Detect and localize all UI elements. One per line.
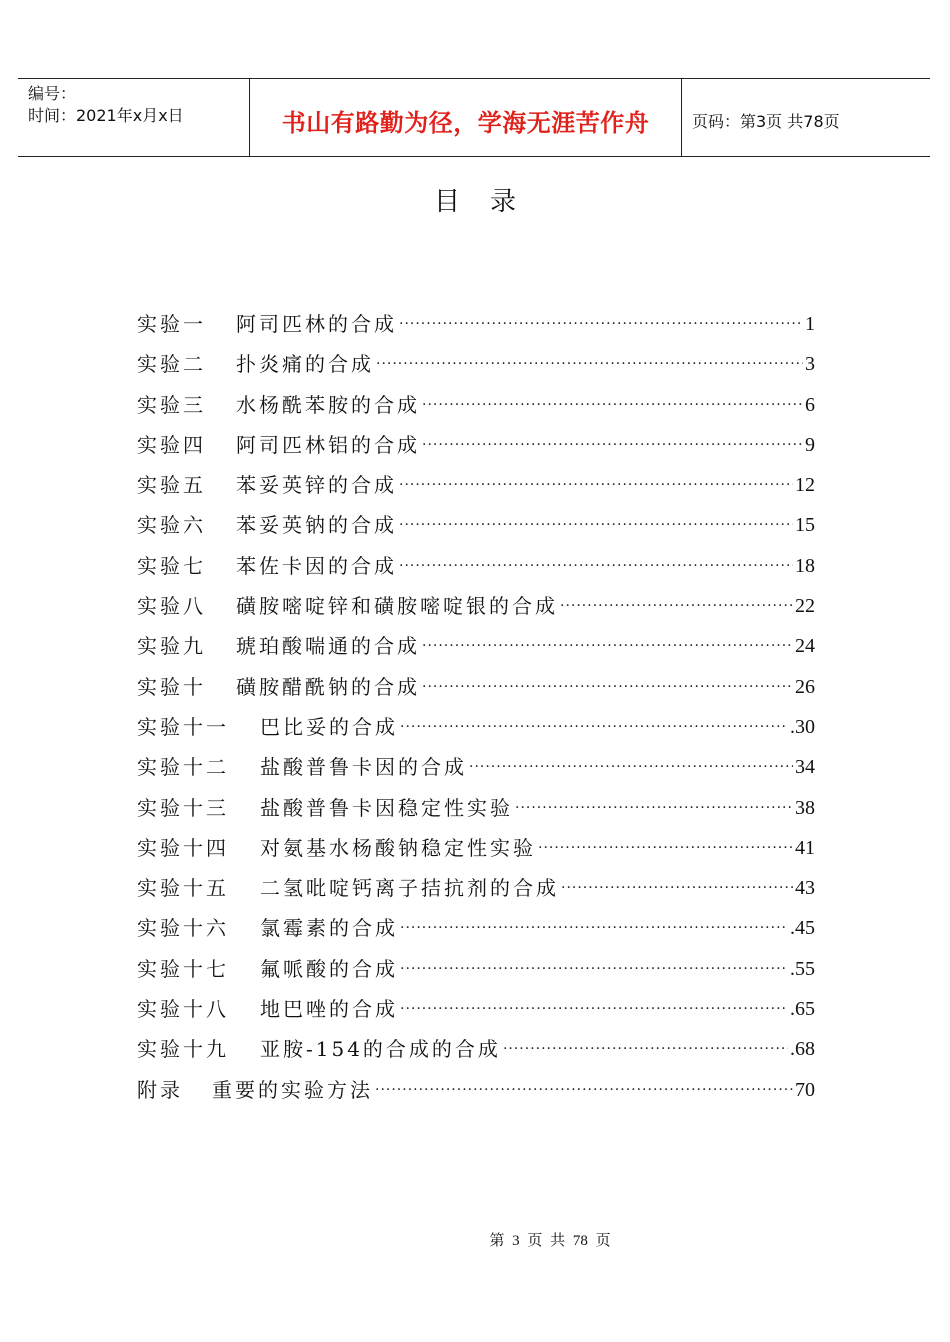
toc-entry[interactable] [137,788,815,828]
toc-entry-page: .55 [790,957,815,980]
toc-entry-number: 实验十七 [137,956,229,981]
toc-entry-number: 实验二 [137,352,206,377]
time-label: 时间：2021年x月x日 [28,106,184,125]
toc-entry-page: 41 [795,836,815,859]
toc-entry-page: .45 [790,917,815,940]
toc-entry-number: 实验七 [137,553,206,578]
toc-entry-page: 70 [795,1078,815,1101]
toc-leader-dots [376,344,803,384]
page-header [18,78,930,157]
toc-leader-dots [400,707,788,747]
toc-leader-dots [422,425,803,465]
toc-leader-dots [399,465,793,505]
toc-entry-number: 实验十一 [137,714,229,739]
toc-entry-page: 12 [795,474,815,497]
toc-entry[interactable] [137,747,815,787]
toc-entry-title: 磺胺嘧啶锌和磺胺嘧啶银的合成 [236,594,558,619]
toc-entry[interactable] [137,505,815,545]
header-motto: 书山有路勤为径，学海无涯苦作舟 [250,79,682,156]
toc-entry[interactable] [137,586,815,626]
toc-entry[interactable] [137,707,815,747]
toc-entry-number: 实验十六 [137,916,229,941]
toc-entry-number: 实验一 [137,312,206,336]
toc-entry-page: 6 [805,393,815,416]
toc-entry-title: 氯霉素的合成 [260,916,398,941]
toc-entry-title: 扑炎痛的合成 [236,352,374,377]
header-meta [18,79,250,156]
toc-entry-page: .65 [790,998,815,1021]
toc-entry-title: 苯佐卡因的合成 [236,553,397,578]
toc-entry-number: 实验八 [137,594,206,619]
toc-leader-dots [399,505,793,545]
toc-entry-title: 重要的实验方法 [212,1077,373,1102]
toc-entry[interactable] [137,1029,815,1069]
toc-entry-page: 38 [795,796,815,819]
toc-leader-dots [469,747,793,787]
toc-entry[interactable] [137,868,815,908]
toc-entry[interactable] [137,989,815,1029]
toc-entry-page: 43 [795,877,815,900]
toc-leader-dots [422,667,793,707]
page-footer: 第 3 页 共 78 页 [489,1233,611,1249]
toc-entry-title: 盐酸普鲁卡因的合成 [260,755,467,780]
toc-entry-title: 对氨基水杨酸钠稳定性实验 [260,835,536,860]
toc-entry-title: 琥珀酸喘通的合成 [236,634,420,659]
toc-entry[interactable] [137,626,815,666]
toc-leader-dots [503,1029,788,1069]
toc-entry-title: 苯妥英钠的合成 [236,513,397,538]
toc-entry-page: 34 [795,756,815,779]
toc-entry[interactable] [137,949,815,989]
toc-entry-title: 盐酸普鲁卡因稳定性实验 [260,795,513,820]
toc-entry[interactable] [137,465,815,505]
toc-leader-dots [422,385,803,425]
toc-entry-page: 3 [805,353,815,376]
toc-entry-title: 二氢吡啶钙离子拮抗剂的合成 [260,876,559,901]
toc-entry-title: 地巴唑的合成 [260,997,398,1022]
toc-leader-dots [399,546,793,586]
toc-entry-number: 实验十九 [137,1037,229,1062]
toc-entry-page: 26 [795,675,815,698]
toc-leader-dots [515,788,793,828]
toc-entry-page: 1 [805,313,815,335]
toc-entry-number: 实验十四 [137,835,229,860]
toc-leader-dots [422,626,793,666]
toc-leader-dots [399,304,803,344]
toc-entry[interactable] [137,344,815,384]
toc-entry-number: 实验四 [137,432,206,457]
toc-leader-dots [560,586,793,626]
page-title: 目录 [433,187,546,217]
toc-entry[interactable] [137,385,815,425]
toc-entry-title: 巴比妥的合成 [260,714,398,739]
toc-entry[interactable] [137,304,815,344]
toc-entry-title: 阿司匹林铝的合成 [236,432,420,457]
toc-entry-number: 实验十三 [137,795,229,820]
toc-entry-number: 实验九 [137,634,206,659]
toc-entry-number: 实验六 [137,513,206,538]
toc-entry-title: 水杨酰苯胺的合成 [236,392,420,417]
toc-entry-page: 24 [795,635,815,658]
toc-leader-dots [400,949,788,989]
toc-entry-title: 阿司匹林的合成 [236,312,397,336]
toc-entry-page: .30 [790,715,815,738]
toc-entry-number: 实验十二 [137,755,229,780]
toc-entry[interactable] [137,425,815,465]
toc-entry[interactable] [137,828,815,868]
number-label: 编号： [28,84,77,103]
toc-entry-title: 苯妥英锌的合成 [236,473,397,498]
toc-entry-title: 磺胺醋酰钠的合成 [236,674,420,699]
toc-entry[interactable] [137,1070,815,1110]
toc-entry-page: 18 [795,554,815,577]
toc-entry-number: 实验十八 [137,997,229,1022]
toc-entry-page: 9 [805,433,815,456]
table-of-contents [137,304,815,1110]
toc-entry[interactable] [137,546,815,586]
toc-leader-dots [538,828,793,868]
toc-entry-number: 实验五 [137,473,206,498]
toc-entry-number: 实验十五 [137,876,229,901]
header-page-info: 页码：第3页 共78页 [692,112,840,131]
toc-leader-dots [375,1070,793,1110]
toc-entry[interactable] [137,667,815,707]
toc-entry[interactable] [137,908,815,948]
toc-entry-page: 15 [795,514,815,537]
toc-entry-page: .68 [790,1038,815,1061]
toc-entry-number: 附录 [137,1077,183,1102]
toc-entry-title: 氟哌酸的合成 [260,956,398,981]
toc-entry-title: 亚胺-154的合成的合成 [260,1037,501,1062]
toc-leader-dots [561,868,793,908]
toc-entry-number: 实验三 [137,392,206,417]
toc-leader-dots [400,908,788,948]
toc-entry-page: 22 [795,595,815,618]
toc-entry-number: 实验十 [137,674,206,699]
toc-leader-dots [400,989,788,1029]
